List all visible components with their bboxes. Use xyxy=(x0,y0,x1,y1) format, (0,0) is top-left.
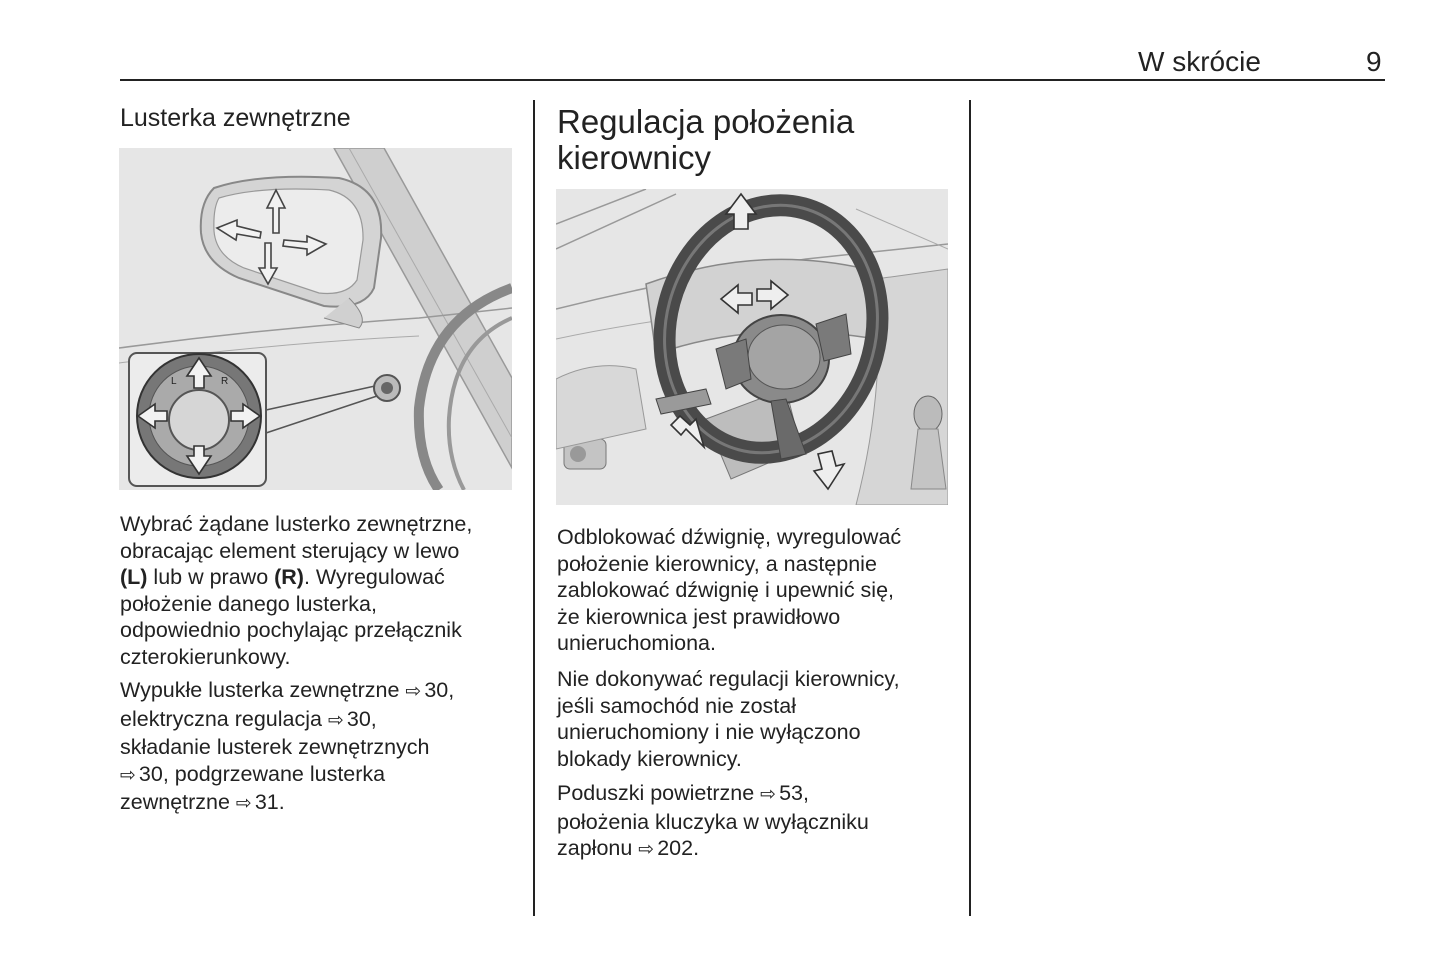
steering-adjustment-illustration xyxy=(556,189,948,505)
page-number: 9 xyxy=(1366,46,1382,77)
text-line: że kierownica jest prawidłowo xyxy=(557,604,841,629)
text-line: Odblokować dźwignię, wyregulować xyxy=(557,525,902,549)
steering-instructions-paragraph xyxy=(557,524,957,657)
page-reference[interactable]: 53, xyxy=(779,781,809,805)
page-reference-icon: ⇨ xyxy=(638,839,655,860)
text-line: (L) lub w prawo (R). Wyregulować xyxy=(120,565,445,589)
text-line: odpowiednio pochylając przełącznik xyxy=(120,618,462,642)
text-line: obracając element sterujący w lewo xyxy=(120,538,460,563)
section-heading-mirrors: Lusterka zewnętrzne xyxy=(120,104,351,132)
text-line: położenie danego lusterka, xyxy=(120,591,377,616)
text-line: jeśli samochód nie został xyxy=(557,693,797,718)
mirror-instructions-paragraph xyxy=(120,511,520,670)
page-reference[interactable]: 30, xyxy=(346,706,377,731)
text-line: Wybrać żądane lusterko zewnętrzne, xyxy=(120,512,473,536)
text-line: unieruchomiona. xyxy=(557,631,716,655)
text-line: położenia kluczyka w wyłączniku xyxy=(557,809,869,834)
page-reference[interactable]: 30, xyxy=(424,678,455,702)
svg-text:R: R xyxy=(221,376,229,387)
column-divider xyxy=(533,100,535,916)
page-reference[interactable]: 31. xyxy=(254,790,285,814)
page-reference-icon: ⇨ xyxy=(235,793,252,814)
page-reference-icon: ⇨ xyxy=(760,784,777,805)
text-line: zablokować dźwignię i upewnić się, xyxy=(557,578,895,602)
column-divider xyxy=(969,100,971,916)
page-reference-icon: ⇨ xyxy=(405,681,422,702)
mirror-references-paragraph: Wypukłe lusterka zewnętrzne ⇨ 30, elektryczna regulacja ⇨ 30, składanie lusterek zewnętrznych ⇨ 30, podgrzewane lusterka zewnętrzne ⇨ 31. xyxy=(120,677,520,818)
page-reference-icon: ⇨ xyxy=(327,709,344,731)
page-header-title: W skrócie xyxy=(1138,46,1261,77)
svg-text:L: L xyxy=(171,376,177,387)
page-reference-icon: ⇨ xyxy=(120,764,136,786)
text-line: składanie lusterek zewnętrznych xyxy=(120,735,430,759)
text-line: czterokierunkowy. xyxy=(120,644,291,669)
steering-references-paragraph: Poduszki powietrzne ⇨ 53, położenia kluczyka w wyłączniku zapłonu ⇨ 202. xyxy=(557,780,957,864)
text-line: położenie kierownicy, a następnie xyxy=(557,551,877,576)
text-line: blokady kierownicy. xyxy=(557,746,742,771)
section-title-steering: Regulacja położenia kierownicy xyxy=(557,103,855,176)
left-label: (L) xyxy=(120,565,148,589)
header-rule xyxy=(120,79,1385,81)
mirror-adjustment-illustration xyxy=(119,148,512,490)
text-line: Nie dokonywać regulacji kierownicy, xyxy=(557,667,900,691)
page-reference[interactable]: 30, podgrzewane lusterka xyxy=(138,761,386,786)
text-line: unieruchomiony i nie wyłączono xyxy=(557,720,861,744)
steering-warning-paragraph xyxy=(557,666,957,772)
right-label: (R) xyxy=(274,565,304,589)
page-reference[interactable]: 202. xyxy=(657,836,700,860)
